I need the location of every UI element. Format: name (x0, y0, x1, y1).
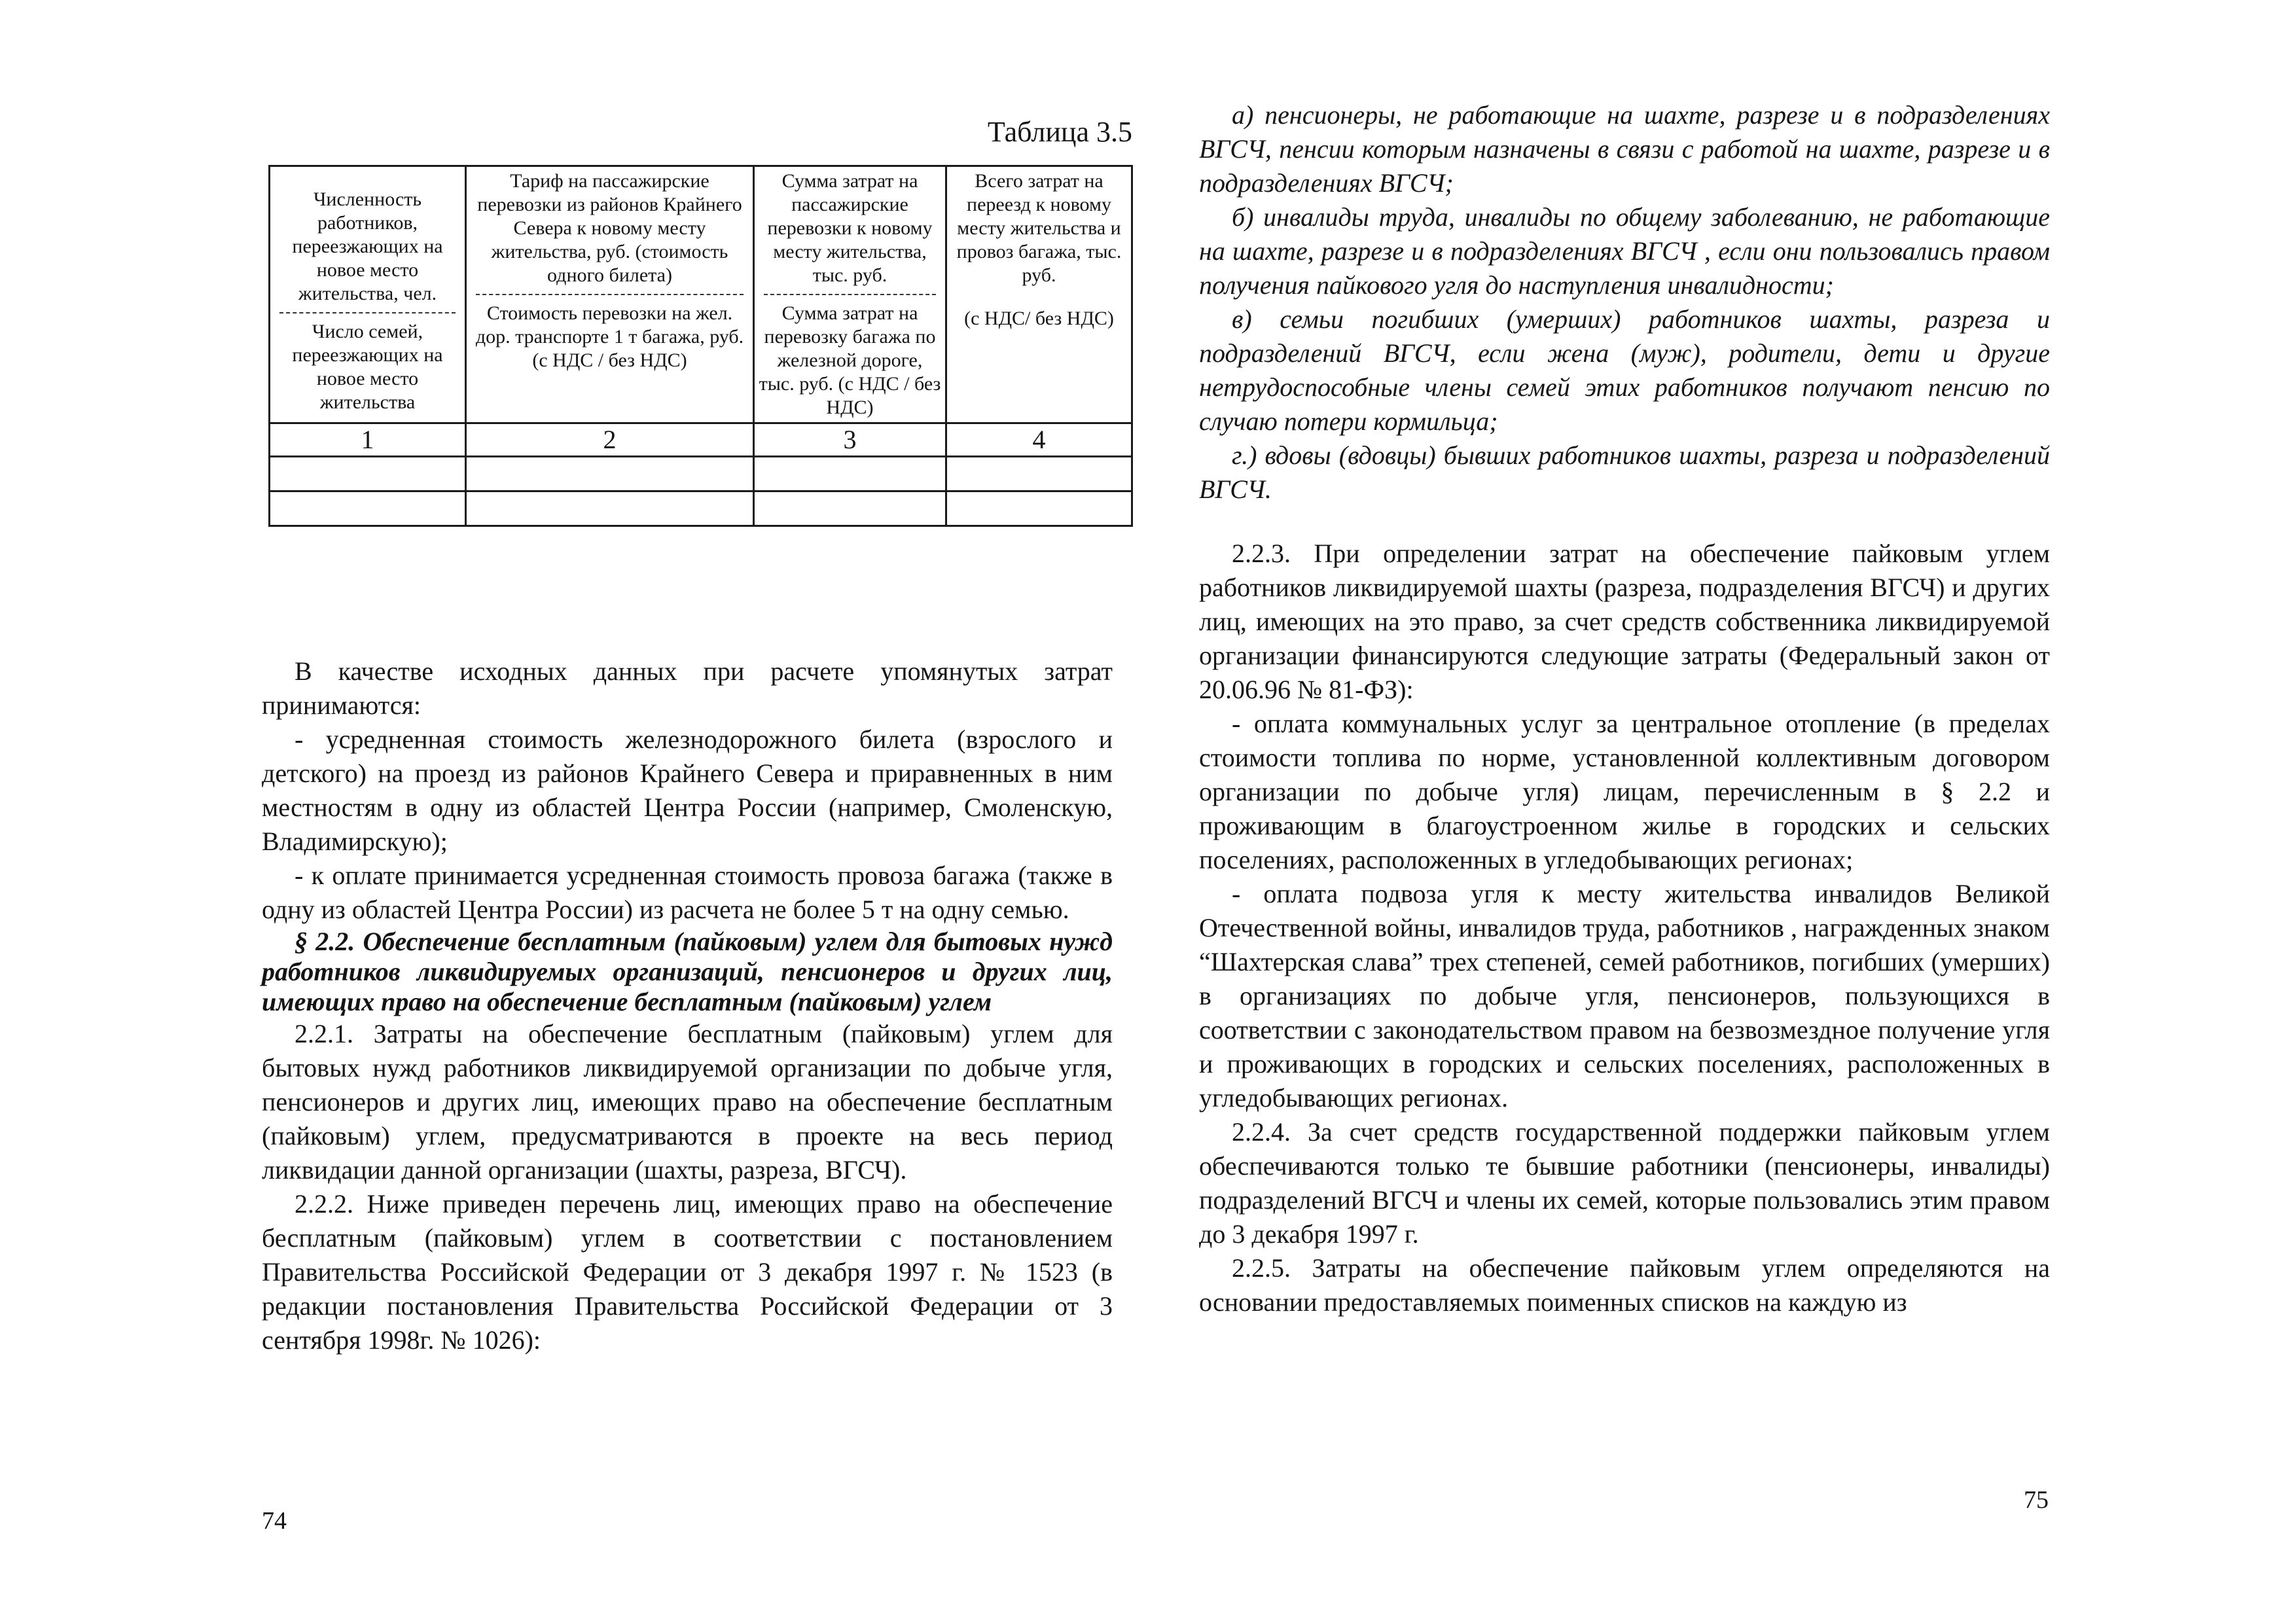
eligible-persons-list (1199, 98, 2050, 507)
list-item: г.) вдовы (вдовцы) бывших работников шахты, разреза и подразделений ВГСЧ. (1199, 440, 2050, 504)
list-item: б) инвалиды труда, инвалиды по общему заболеванию, не работающие на шахте, разрезе и в подразделениях ВГСЧ , если они пользовались правом получения пайкового угля до наступления инвалидности; (1199, 202, 2050, 300)
header-bottom-text: Стоимость перевозки на жел. дор. транспорте 1 т багажа, руб. (с НДС / без НДС) (475, 302, 744, 371)
dashed-divider (279, 312, 456, 313)
left-body-text (262, 654, 1113, 1357)
table-number-row (270, 423, 1132, 457)
table-cell (466, 491, 754, 526)
table-header-cell (754, 166, 946, 423)
table-cell (946, 457, 1132, 491)
paragraph: - оплата подвоза угля к месту жительства инвалидов Великой Отечественной войны, инвалидов труда, работников , награжденных знаком “Шахтерская слава” трех степеней, семей работников, погибших (умерших) в организациях по добыче угля, пенсионеров, пользующихся в соответствии с законодательством правом на безвозмездное получение угля и проживающих в городских и сельских поселениях, расположенных в угледобывающих регионах. (1199, 879, 2050, 1113)
right-body-text (1199, 537, 2050, 1319)
page-number: 74 (262, 1507, 287, 1535)
header-bottom-text: Сумма затрат на перевозку багажа по железной дороге, тыс. руб. (с НДС / без НДС) (759, 302, 941, 418)
paragraph: - усредненная стоимость железнодорожного билета (взрослого и детского) на проезд из районов Крайнего Севера и приравненных в ним местностям в одну из областей Центра России (например, Смоленскую, Владимирскую); (262, 724, 1113, 856)
paragraph: 2.2.4. За счет средств государственной поддержки пайковым углем обеспечиваются только те бывшие работники (пенсионеры, инвалиды) подразделений ВГСЧ и члены их семей, которые пользовались этим правом до 3 декабря 1997 г. (1199, 1117, 2050, 1249)
paragraph: - к оплате принимается усредненная стоимость провоза багажа (также в одну из областей Центра России) из расчета не более 5 т на одну семью. (262, 861, 1113, 924)
paragraph: В качестве исходных данных при расчете упомянутых затрат принимаются: (262, 656, 1113, 720)
column-number: 4 (946, 423, 1132, 457)
header-bottom-text: Число семей, переезжающих на новое место жительства (292, 321, 443, 413)
table-cell (270, 457, 466, 491)
column-number: 2 (466, 423, 754, 457)
paragraph: 2.2.3. При определении затрат на обеспечение пайковым углем работников ликвидируемой шахты (разреза, подразделения ВГСЧ) и других лиц, имеющих на это право, за счет средств собственника ликвидируемой организации финансируются следующие затраты (Федеральный закон от 20.06.96 № 81-ФЗ): (1199, 539, 2050, 704)
header-top-text: Тариф на пассажирские перевозки из районов Крайнего Севера к новому месту жительства, руб. (стоимость одного билета) (477, 170, 742, 286)
header-top-text: Всего затрат на переезд к новому месту жительства и провоз багажа, тыс. руб. (956, 170, 1122, 286)
table-cell (754, 457, 946, 491)
table-cell (946, 491, 1132, 526)
table-header-row (270, 166, 1132, 423)
column-number: 3 (754, 423, 946, 457)
table-row (270, 457, 1132, 491)
header-top-text: Сумма затрат на пассажирские перевозки к новому месту жительства, тыс. руб. (767, 170, 933, 286)
column-number: 1 (270, 423, 466, 457)
paragraph: - оплата коммунальных услуг за центральное отопление (в пределах стоимости топлива по норме, установленной коллективным договором организации по добыче угля) лицам, перечисленным в § 2.2 и проживающим в благоустроенном жилье в городских и сельских поселениях, расположенных в угледобывающих регионах; (1199, 709, 2050, 874)
list-item: в) семьи погибших (умерших) работников шахты, разреза и подразделений ВГСЧ, если жена (муж), родители, дети и другие нетрудоспособные члены семей этих работников получают пенсию по случаю потери кормильца; (1199, 304, 2050, 436)
costs-table (268, 165, 1133, 527)
paragraph: 2.2.1. Затраты на обеспечение бесплатным (пайковым) углем для бытовых нужд работников ликвидируемой организации по добыче угля, пенсионеров и других лиц, имеющих право на обеспечение бесплатным (пайковым) углем, предусматриваются в проекте на весь период ликвидации данной организации (шахты, разреза, ВГСЧ). (262, 1019, 1113, 1185)
table-cell (466, 457, 754, 491)
table-row (270, 491, 1132, 526)
paragraph: 2.2.2. Ниже приведен перечень лиц, имеющих право на обеспечение бесплатным (пайковым) углем в соответствии с постановлением Правительства Российской Федерации от 3 декабря 1997 г. № 1523 (в редакции постановления Правительства Российской Федерации от 3 сентября 1998г. № 1026): (262, 1189, 1113, 1355)
dashed-divider (476, 294, 744, 295)
table-cell (270, 491, 466, 526)
section-heading: § 2.2. Обеспечение бесплатным (пайковым) углем для бытовых нужд работников ликвидируемых организаций, пенсионеров и других лиц, имеющих право на обеспечение бесплатным (пайковым) углем (262, 927, 1113, 1016)
dashed-divider (764, 294, 936, 295)
header-top-text: Численность работников, переезжающих на новое место жительства, чел. (292, 188, 443, 304)
paragraph: 2.2.5. Затраты на обеспечение пайковым углем определяются на основании предоставляемых поименных списков на каждую из (1199, 1253, 2050, 1317)
table-header-cell (270, 166, 466, 423)
table-header-cell (466, 166, 754, 423)
table-header-cell (946, 166, 1132, 423)
table-caption: Таблица 3.5 (987, 116, 1132, 148)
page-number: 75 (2024, 1486, 2049, 1514)
list-item: а) пенсионеры, не работающие на шахте, разрезе и в подразделениях ВГСЧ, пенсии которым назначены в связи с работой на шахте, разрезе и в подразделениях ВГСЧ; (1199, 100, 2050, 198)
header-bottom-text: (с НДС/ без НДС) (964, 308, 1114, 329)
table-cell (754, 491, 946, 526)
